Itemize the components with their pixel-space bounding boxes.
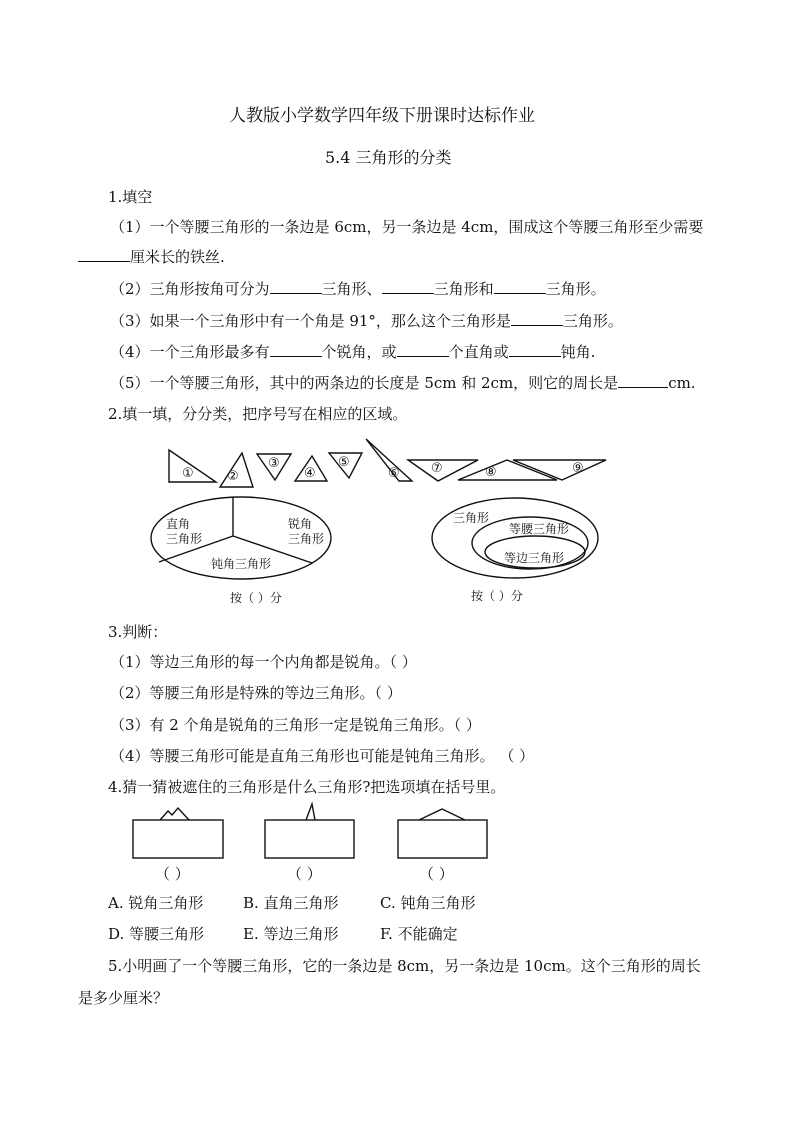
svg-text:⑦: ⑦ bbox=[431, 461, 443, 476]
q5-line-1: 5.小明画了一个等腰三角形，它的一条边是 8cm，另一条边是 10cm。这个三角形的周长 bbox=[108, 957, 701, 975]
q3-item-4: （4）等腰三角形可能是直角三角形也可能是钝角三角形。 （ ） bbox=[110, 747, 535, 765]
covered-triangle-2 bbox=[265, 804, 354, 858]
svg-text:⑥: ⑥ bbox=[388, 466, 400, 481]
q4-option-f: F. 不能确定 bbox=[380, 925, 458, 943]
page-title: 人教版小学数学四年级下册课时达标作业 bbox=[229, 106, 535, 126]
q4-bracket-1[interactable]: （ ） bbox=[155, 865, 190, 883]
triangle-4 bbox=[295, 456, 327, 481]
q1-item2-line bbox=[110, 279, 606, 299]
q4-option-e: E. 等边三角形 bbox=[243, 925, 339, 943]
triangle-7 bbox=[408, 460, 478, 481]
answer-blank[interactable] bbox=[511, 311, 563, 326]
answer-blank[interactable] bbox=[78, 247, 130, 262]
pie-acute-label-1: 锐角 bbox=[288, 517, 313, 531]
pie-obtuse-label: 钝角三角形 bbox=[211, 557, 272, 571]
answer-blank[interactable] bbox=[382, 279, 434, 294]
q1-item1-line2 bbox=[78, 247, 225, 267]
q4-bracket-3[interactable]: （ ） bbox=[419, 865, 454, 883]
q1-item2-a: （2）三角形按角可分为 bbox=[110, 280, 270, 298]
triangle-3 bbox=[257, 454, 291, 480]
lesson-subtitle: 5.4 三角形的分类 bbox=[325, 148, 452, 167]
answer-blank[interactable] bbox=[270, 279, 322, 294]
q1-item2-d: 三角形。 bbox=[545, 280, 606, 298]
q3-item-2: （2）等腰三角形是特殊的等边三角形。（ ） bbox=[110, 684, 402, 702]
answer-blank[interactable] bbox=[509, 342, 561, 357]
q1-item4-d: 钝角. bbox=[560, 343, 596, 361]
q1-item4-c: 个直角或 bbox=[448, 343, 509, 361]
svg-text:⑤: ⑤ bbox=[338, 455, 350, 470]
q4-option-a: A. 锐角三角形 bbox=[108, 894, 204, 912]
svg-text:③: ③ bbox=[268, 456, 280, 471]
svg-text:①: ① bbox=[182, 466, 194, 481]
q4-bracket-2[interactable]: （ ） bbox=[287, 865, 322, 883]
covered-triangle-1 bbox=[133, 808, 223, 858]
q5-line-2: 是多少厘米？ bbox=[78, 989, 169, 1007]
pie-acute-label-2: 三角形 bbox=[288, 532, 325, 546]
q4-heading: 4.猜一猜被遮住的三角形是什么三角形?把选项填在括号里。 bbox=[108, 778, 506, 796]
q1-item2-c: 三角形和 bbox=[433, 280, 494, 298]
nested-outer-label: 三角形 bbox=[453, 511, 490, 525]
triangle-9 bbox=[513, 460, 606, 480]
q1-heading: 1.填空 bbox=[108, 188, 153, 206]
pie-right-label-1: 直角 bbox=[166, 517, 191, 531]
nested-middle-label: 等腰三角形 bbox=[509, 522, 570, 536]
q1-item2-b: 三角形、 bbox=[321, 280, 382, 298]
triangle-2 bbox=[220, 453, 253, 487]
q1-item3-b: 三角形。 bbox=[562, 312, 623, 330]
answer-blank[interactable] bbox=[618, 373, 668, 388]
triangle-5 bbox=[329, 453, 362, 478]
q4-option-c: C. 钝角三角形 bbox=[380, 894, 476, 912]
answer-blank[interactable] bbox=[270, 342, 322, 357]
answer-blank[interactable] bbox=[494, 279, 546, 294]
q1-item3-a: （3）如果一个三角形中有一个角是 91°，那么这个三角形是 bbox=[110, 312, 511, 330]
triangle-1 bbox=[169, 450, 216, 482]
nested-inner-label: 等边三角形 bbox=[504, 551, 565, 565]
side-classification-diagram bbox=[432, 498, 598, 603]
pie-caption: 按（ ）分 bbox=[230, 591, 282, 605]
angle-classification-diagram bbox=[151, 497, 331, 605]
svg-text:②: ② bbox=[227, 469, 239, 484]
q1-item5-line bbox=[110, 373, 696, 393]
q1-item1-text: （1）一个等腰三角形的一条边是 6cm，另一条边是 4cm，围成这个等腰三角形至少需要 bbox=[110, 218, 704, 236]
q2-heading: 2.填一填，分分类，把序号写在相应的区域。 bbox=[108, 405, 408, 423]
q3-item-3: （3）有 2 个角是锐角的三角形一定是锐角三角形。（ ） bbox=[110, 716, 481, 734]
q1-item5-a: （5）一个等腰三角形，其中的两条边的长度是 5cm 和 2cm，则它的周长是 bbox=[110, 374, 619, 392]
q2-figure bbox=[0, 432, 794, 622]
svg-text:⑨: ⑨ bbox=[572, 461, 584, 476]
pie-right-label-2: 三角形 bbox=[166, 532, 203, 546]
nested-caption: 按（ ）分 bbox=[471, 589, 523, 603]
q1-item5-b: cm. bbox=[668, 374, 696, 392]
covered-triangle-3 bbox=[398, 809, 487, 858]
svg-text:④: ④ bbox=[304, 466, 316, 481]
q4-figure bbox=[0, 800, 794, 880]
q4-option-d: D. 等腰三角形 bbox=[108, 925, 205, 943]
q1-item4-b: 个锐角，或 bbox=[321, 343, 397, 361]
q4-option-b: B. 直角三角形 bbox=[243, 894, 339, 912]
q1-item4-a: （4）一个三角形最多有 bbox=[110, 343, 270, 361]
triangle-6 bbox=[366, 439, 412, 481]
q3-heading: 3.判断： bbox=[108, 623, 168, 641]
q3-item-1: （1）等边三角形的每一个内角都是锐角。（ ） bbox=[110, 653, 417, 671]
q1-item1-text-b: 厘米长的铁丝. bbox=[130, 248, 225, 266]
answer-blank[interactable] bbox=[397, 342, 449, 357]
q1-item4-line bbox=[110, 342, 595, 362]
svg-text:⑧: ⑧ bbox=[485, 465, 497, 480]
q1-item3-line bbox=[110, 311, 623, 331]
